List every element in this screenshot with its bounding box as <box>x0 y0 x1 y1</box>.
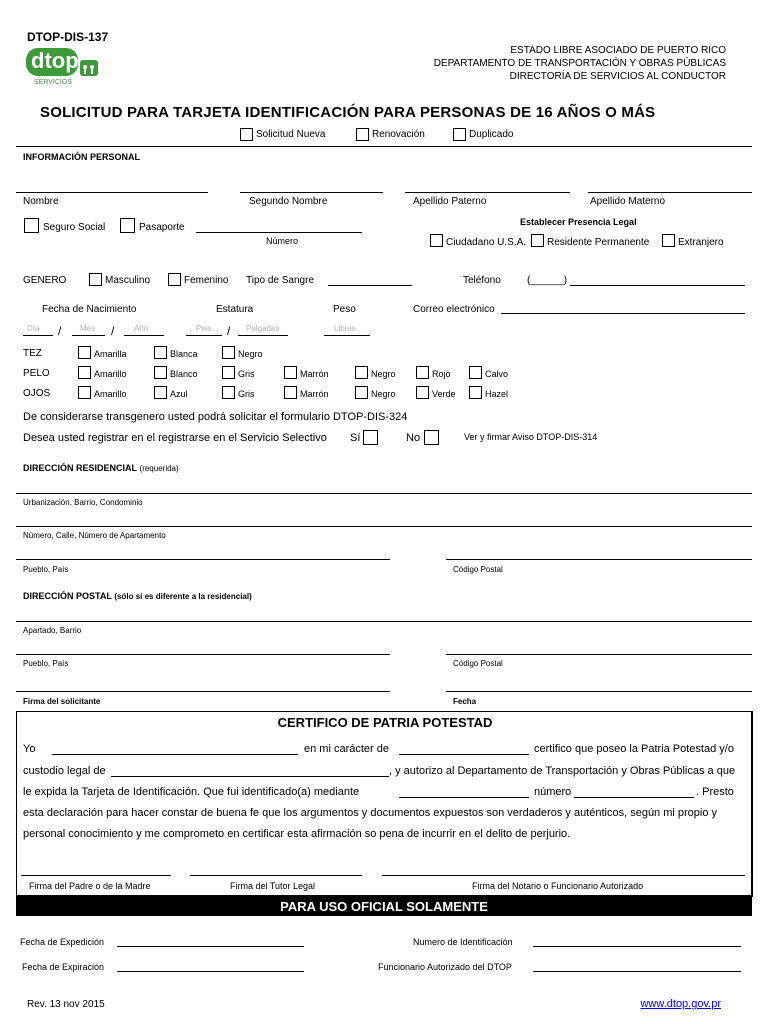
pueblo-residencial-field[interactable] <box>16 559 390 560</box>
label-segundo-nombre: Segundo Nombre <box>249 196 328 207</box>
checkbox-ojos-hazel[interactable] <box>469 386 482 399</box>
label-pelo: PELO <box>23 368 50 379</box>
numero-identificacion-field[interactable] <box>533 946 741 947</box>
cert-caracter: en mi carácter de <box>304 743 389 755</box>
label-pelo-gris: Gris <box>238 369 255 379</box>
checkbox-pelo-marron[interactable] <box>284 366 297 379</box>
telefono-field[interactable] <box>570 285 745 286</box>
dtop-website-link[interactable]: www.dtop.gov.pr <box>640 998 721 1010</box>
logo-wordmark: dtop <box>31 48 79 73</box>
label-urbanizacion: Urbanización, Barrio, Condominio <box>23 498 143 507</box>
label-codigo-postal-postal: Código Postal <box>453 659 503 668</box>
label-pueblo-postal: Pueblo, País <box>23 659 69 668</box>
cert-custodio-field[interactable] <box>111 776 389 777</box>
dia-placeholder: Día <box>27 324 40 333</box>
telefono-area-code: (______) <box>527 275 568 286</box>
dia-field[interactable] <box>23 335 53 336</box>
label-ojos-marron: Marrón <box>300 389 329 399</box>
label-firma-tutor: Firma del Tutor Legal <box>230 881 316 891</box>
label-firma-padre: Firma del Padre o de la Madre <box>29 881 151 891</box>
pulgadas-field[interactable] <box>238 335 288 336</box>
label-pelo-marron: Marrón <box>300 369 329 379</box>
label-ojos-azul: Azul <box>170 389 188 399</box>
checkbox-femenino[interactable] <box>168 273 181 286</box>
funcionario-field[interactable] <box>533 971 741 972</box>
cert-expida: le expida la Tarjeta de Identificación. Que fui identificado(a) mediante <box>23 786 360 798</box>
label-numero-identificacion: Numero de Identificación <box>413 937 513 947</box>
urbanizacion-field[interactable] <box>16 493 752 494</box>
ano-placeholder: Año <box>134 324 149 333</box>
label-tez: TEZ <box>23 348 42 359</box>
dtop-logo <box>26 46 100 88</box>
label-residente: Residente Permanente <box>547 237 650 248</box>
segundo-nombre-field[interactable] <box>240 192 383 193</box>
checkbox-ojos-verde[interactable] <box>416 386 429 399</box>
agency-line-1: ESTADO LIBRE ASOCIADO DE PUERTO RICO <box>510 45 726 56</box>
label-nombre: Nombre <box>23 196 59 207</box>
checkbox-selectivo-si[interactable] <box>363 430 378 445</box>
postal-note: (sólo si es diferente a la residencial) <box>114 592 252 601</box>
label-pelo-negro: Negro <box>371 369 396 379</box>
label-fecha-expiracion: Fecha de Expiración <box>22 962 105 972</box>
residencial-title-text: DIRECCIÓN RESIDENCIAL <box>23 463 138 473</box>
label-pelo-calvo: Calvo <box>485 369 509 379</box>
cert-numero-field[interactable] <box>574 797 694 798</box>
label-ciudadano: Ciudadano U.S.A. <box>446 237 527 248</box>
revision-date: Rev. 13 nov 2015 <box>27 999 105 1010</box>
postal-title-text: DIRECCIÓN POSTAL <box>23 591 112 601</box>
cert-custodio: custodio legal de <box>23 765 106 777</box>
aviso-note: Ver y firmar Aviso DTOP-DIS-314 <box>464 432 598 442</box>
numero-field[interactable] <box>196 232 362 233</box>
firma-solicitante-field[interactable] <box>16 691 390 692</box>
checkbox-tez-amarilla[interactable] <box>78 346 91 359</box>
cert-yo: Yo <box>23 743 36 755</box>
checkbox-ojos-marron[interactable] <box>284 386 297 399</box>
label-ojos-hazel: Hazel <box>485 389 509 399</box>
section-divider <box>16 146 752 147</box>
checkbox-residente[interactable] <box>531 234 544 247</box>
firma-tutor-field[interactable] <box>190 875 362 876</box>
codigo-postal-postal-field[interactable] <box>446 654 752 655</box>
label-pueblo-residencial: Pueblo, País <box>23 565 69 574</box>
codigo-postal-residencial-field[interactable] <box>446 559 752 560</box>
checkbox-pelo-amarillo[interactable] <box>78 366 91 379</box>
label-no: No <box>406 432 421 444</box>
checkbox-pelo-negro[interactable] <box>355 366 368 379</box>
label-femenino: Femenino <box>184 275 229 286</box>
label-ojos-amarillo: Amarillo <box>94 389 127 399</box>
cert-mediante-field[interactable] <box>399 797 529 798</box>
label-pasaporte: Pasaporte <box>139 222 185 233</box>
checkbox-pelo-calvo[interactable] <box>469 366 482 379</box>
residencial-title <box>23 463 179 473</box>
logo-subtitle: SERVICIOS <box>34 79 72 86</box>
checkbox-duplicado[interactable] <box>453 128 466 141</box>
label-seguro-social: Seguro Social <box>43 222 106 233</box>
cert-numero: número <box>534 786 572 798</box>
label-fecha-expedicion: Fecha de Expedición <box>20 937 105 947</box>
date-slash: / <box>58 324 62 338</box>
fecha-solicitante-field[interactable] <box>446 691 752 692</box>
mes-field[interactable] <box>72 335 105 336</box>
label-duplicado: Duplicado <box>469 129 514 140</box>
residencial-note: (requerida) <box>139 464 179 473</box>
cert-declaracion: esta declaración para hacer constar de buena fe que los argumentos y documentos expuestos son verdaderos y auténticos, según mi propio y <box>23 807 718 819</box>
cert-caracter-field[interactable] <box>399 754 529 755</box>
checkbox-ojos-negro[interactable] <box>355 386 368 399</box>
correo-field[interactable] <box>501 313 745 314</box>
label-apellido-paterno: Apellido Paterno <box>413 196 487 207</box>
label-fecha-nacimiento: Fecha de Nacimiento <box>42 304 137 315</box>
label-numero-calle: Número, Calle, Número de Apartamento <box>23 531 166 540</box>
label-si: Sí <box>350 432 361 444</box>
label-genero: GENERO <box>23 275 67 286</box>
oficial-title: PARA USO OFICIAL SOLAMENTE <box>280 899 488 914</box>
label-firma-notario: Firma del Notario o Funcionario Autorizado <box>472 881 644 891</box>
certificado-box <box>16 711 753 897</box>
label-codigo-postal-residencial: Código Postal <box>453 565 503 574</box>
label-apellido-materno: Apellido Materno <box>590 196 666 207</box>
label-funcionario: Funcionario Autorizado del DTOP <box>378 962 512 972</box>
label-solicitud-nueva: Solicitud Nueva <box>256 129 326 140</box>
checkbox-tez-blanca[interactable] <box>154 346 167 359</box>
numero-calle-field[interactable] <box>16 526 752 527</box>
label-tez-negro: Negro <box>238 349 263 359</box>
cert-yo-field[interactable] <box>52 754 298 755</box>
checkbox-pasaporte[interactable] <box>120 218 135 233</box>
label-ojos-verde: Verde <box>432 389 456 399</box>
cert-autorizo: , y autorizo al Departamento de Transportación y Obras Públicas a que <box>389 765 736 777</box>
label-peso: Peso <box>333 304 356 315</box>
firma-notario-field[interactable] <box>382 875 745 876</box>
checkbox-ojos-gris[interactable] <box>222 386 235 399</box>
checkbox-solicitud-nueva[interactable] <box>240 128 253 141</box>
form-code: DTOP-DIS-137 <box>27 30 109 44</box>
apellido-materno-field[interactable] <box>588 192 752 193</box>
fecha-expiracion-field[interactable] <box>117 971 304 972</box>
cert-presto: . Presto <box>696 786 734 798</box>
label-tipo-sangre: Tipo de Sangre <box>246 275 315 286</box>
checkbox-ojos-amarillo[interactable] <box>78 386 91 399</box>
label-tez-blanca: Blanca <box>170 349 198 359</box>
checkbox-renovacion[interactable] <box>356 128 369 141</box>
label-correo: Correo electrónico <box>413 304 495 315</box>
postal-title <box>23 591 252 601</box>
agency-line-3: DIRECTORÍA DE SERVICIOS AL CONDUCTOR <box>509 71 726 82</box>
label-masculino: Masculino <box>105 275 151 286</box>
apellido-paterno-field[interactable] <box>405 192 570 193</box>
cert-conocimiento: personal conocimiento y me comprometo en certificar esta afirmación so pena de incurrir en el delito de perjurio. <box>23 828 571 840</box>
checkbox-pelo-blanco[interactable] <box>154 366 167 379</box>
checkbox-seguro-social[interactable] <box>24 218 39 233</box>
cert-certifico: certifico que poseo la Patria Potestad y/o <box>534 743 734 755</box>
checkbox-masculino[interactable] <box>89 273 102 286</box>
label-tez-amarilla: Amarilla <box>94 349 127 359</box>
pulgadas-placeholder: Pulgadas <box>246 324 280 333</box>
presencia-legal-title: Establecer Presencia Legal <box>520 217 637 227</box>
checkbox-extranjero[interactable] <box>662 234 675 247</box>
label-telefono: Teléfono <box>463 275 501 286</box>
pueblo-postal-field[interactable] <box>16 654 390 655</box>
nombre-field[interactable] <box>16 192 208 193</box>
agency-line-2: DEPARTAMENTO DE TRANSPORTACIÓN Y OBRAS PÚBLICAS <box>433 58 726 69</box>
label-fecha-solicitante: Fecha <box>453 697 477 706</box>
label-ojos: OJOS <box>23 388 51 399</box>
height-slash: / <box>227 324 231 338</box>
checkbox-ojos-azul[interactable] <box>154 386 167 399</box>
libras-placeholder: Libras <box>334 324 356 333</box>
checkbox-pelo-gris[interactable] <box>222 366 235 379</box>
ano-field[interactable] <box>124 335 164 336</box>
fecha-expedicion-field[interactable] <box>117 946 304 947</box>
label-estatura: Estatura <box>216 304 254 315</box>
tipo-sangre-field[interactable] <box>328 285 412 286</box>
transgenero-note: De considerarse transgenero usted podrá solicitar el formulario DTOP-DIS-324 <box>23 411 408 423</box>
date-slash: / <box>111 324 115 338</box>
label-pelo-rojo: Rojo <box>432 369 451 379</box>
mes-placeholder: Mes <box>80 324 96 333</box>
page-title: SOLICITUD PARA TARJETA IDENTIFICACIÓN PARA PERSONAS DE 16 AÑOS O MÁS <box>40 104 656 121</box>
selectivo-question: Desea usted registrar en el registrarse en el Servicio Selectivo <box>23 432 327 444</box>
firma-padre-field[interactable] <box>21 875 171 876</box>
label-renovacion: Renovación <box>372 129 425 140</box>
label-pelo-blanco: Blanco <box>170 369 198 379</box>
pies-placeholder: Pies <box>196 324 212 333</box>
label-firma-solicitante: Firma del solicitante <box>23 697 101 706</box>
label-apartado: Apartado, Barrio <box>23 626 82 635</box>
label-numero: Número <box>266 236 299 246</box>
label-ojos-negro: Negro <box>371 389 396 399</box>
label-ojos-gris: Gris <box>238 389 255 399</box>
checkbox-ciudadano[interactable] <box>430 234 443 247</box>
checkbox-selectivo-no[interactable] <box>424 430 439 445</box>
checkbox-tez-negro[interactable] <box>222 346 235 359</box>
pies-field[interactable] <box>186 335 222 336</box>
section-title-personal: INFORMACIÓN PERSONAL <box>23 152 140 162</box>
label-extranjero: Extranjero <box>678 237 724 248</box>
apartado-field[interactable] <box>16 621 752 622</box>
libras-field[interactable] <box>324 335 370 336</box>
label-pelo-amarillo: Amarillo <box>94 369 127 379</box>
checkbox-pelo-rojo[interactable] <box>416 366 429 379</box>
certificado-title: CERTIFICO DE PATRIA POTESTAD <box>277 715 493 730</box>
